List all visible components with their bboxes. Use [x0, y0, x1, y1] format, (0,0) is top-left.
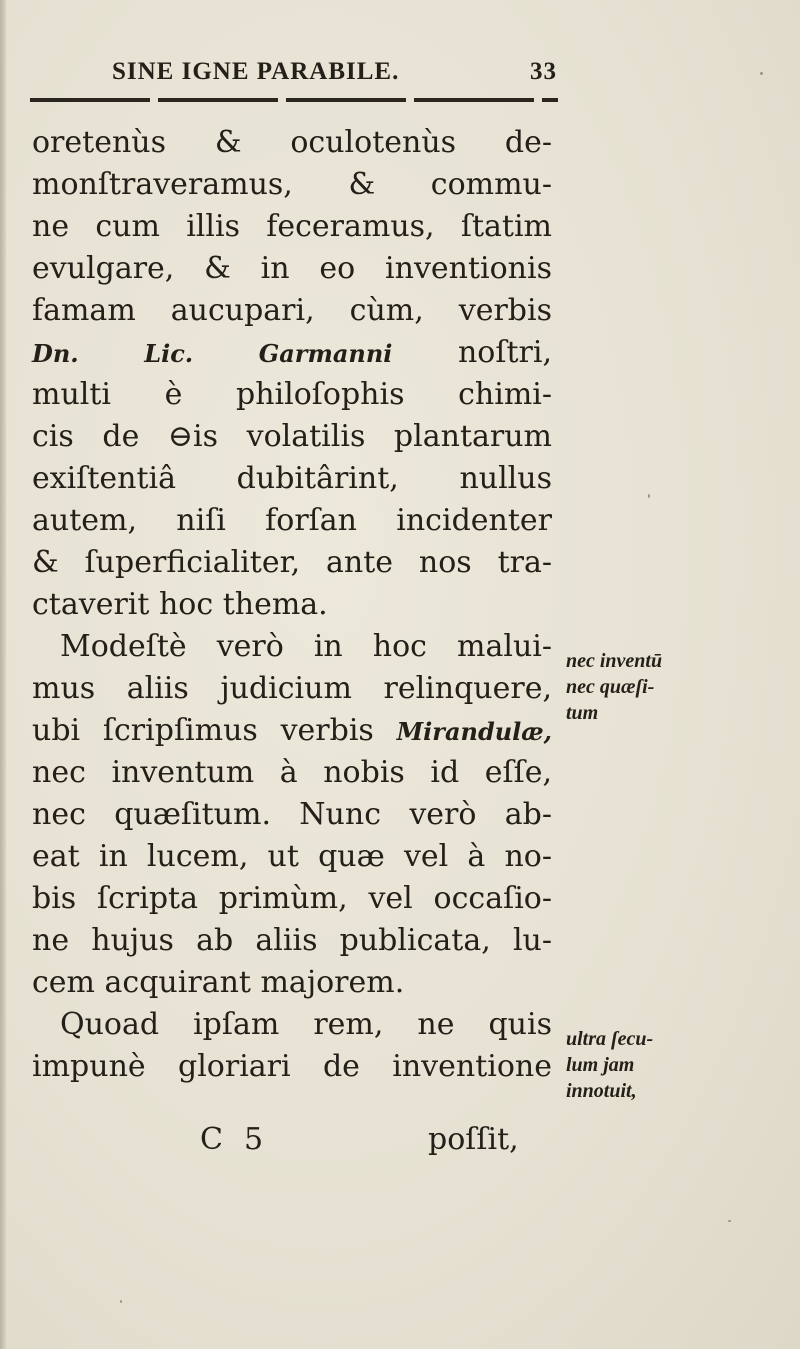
name-garmanni: Garmanni: [258, 339, 393, 368]
text-line: & ſuperficialiter, ante nos tra-: [32, 545, 552, 580]
margin-note-1: [566, 648, 716, 726]
signature-number: 5: [244, 1122, 264, 1157]
text-line: famam aucupari, cùm, verbis: [32, 293, 552, 328]
text-line: mus aliis judicium relinquere,: [32, 671, 552, 706]
text-line: autem, niſi forſan incidenter: [32, 503, 552, 538]
margin-note-line: tum: [566, 702, 599, 724]
running-title: SINE IGNE PARABILE.: [112, 58, 400, 85]
page-gutter-shadow: [0, 0, 6, 1349]
margin-note-line: ultra ſecu-: [566, 1028, 654, 1050]
text-line: cis de ⊖is volatilis plantarum: [32, 419, 552, 454]
text-line: ctaverit hoc thema.: [32, 587, 328, 622]
signature-mark: C: [200, 1122, 223, 1157]
text-line: cem acquirant majorem.: [32, 965, 405, 1000]
name-abbrev: Dn.: [32, 339, 79, 368]
text-line: monſtraveramus, & commu-: [32, 167, 552, 202]
text-line-names: [32, 332, 552, 374]
text-line: ne hujus ab aliis publicata, lu-: [32, 923, 552, 958]
text-line: nec quæſitum. Nunc verò ab-: [32, 797, 552, 832]
margin-note-line: lum jam: [566, 1054, 635, 1076]
body-text: [32, 122, 552, 1088]
text-line: Quoad ipſam rem, ne quis: [60, 1007, 552, 1042]
paper-speck: [120, 1300, 122, 1303]
name-abbrev: Lic.: [144, 339, 194, 368]
header-rule: [30, 98, 558, 102]
paper-speck: [648, 494, 650, 498]
paper-speck: [728, 1220, 731, 1222]
margin-note-line: nec inventū: [566, 650, 663, 672]
text-line: evulgare, & in eo inventionis: [32, 251, 552, 286]
text-line: ne cum illis feceramus, ſtatim: [32, 209, 552, 244]
text-line: bis ſcripta primùm, vel occaſio-: [32, 881, 552, 916]
text-line: multi è philoſophis chimi-: [32, 377, 552, 412]
text-line: impunè gloriari de inventione: [32, 1049, 552, 1084]
margin-note-line: nec quæſi-: [566, 676, 655, 698]
margin-note-2: [566, 1026, 716, 1104]
text-line: Modeſtè verò in hoc malui-: [60, 629, 552, 664]
catchword: poſſit,: [428, 1122, 519, 1157]
text-line: exiſtentiâ dubitârint, nullus: [32, 461, 552, 496]
running-header: [112, 58, 572, 86]
margin-note-line: innotuit,: [566, 1080, 637, 1102]
text-line-mirandulae: [32, 710, 552, 752]
text-fragment: ubi ſcripſimus verbis: [32, 713, 374, 748]
page-number: 33: [530, 58, 557, 85]
text-line: nec inventum à nobis id eſſe,: [32, 755, 552, 790]
paper-speck: [760, 72, 763, 75]
text-line: eat in lucem, ut quæ vel à no-: [32, 839, 552, 874]
text-line: oretenùs & oculotenùs de-: [32, 125, 552, 160]
name-mirandulae: Mirandulæ,: [396, 717, 552, 746]
word-nostri: noſtri,: [457, 335, 552, 370]
